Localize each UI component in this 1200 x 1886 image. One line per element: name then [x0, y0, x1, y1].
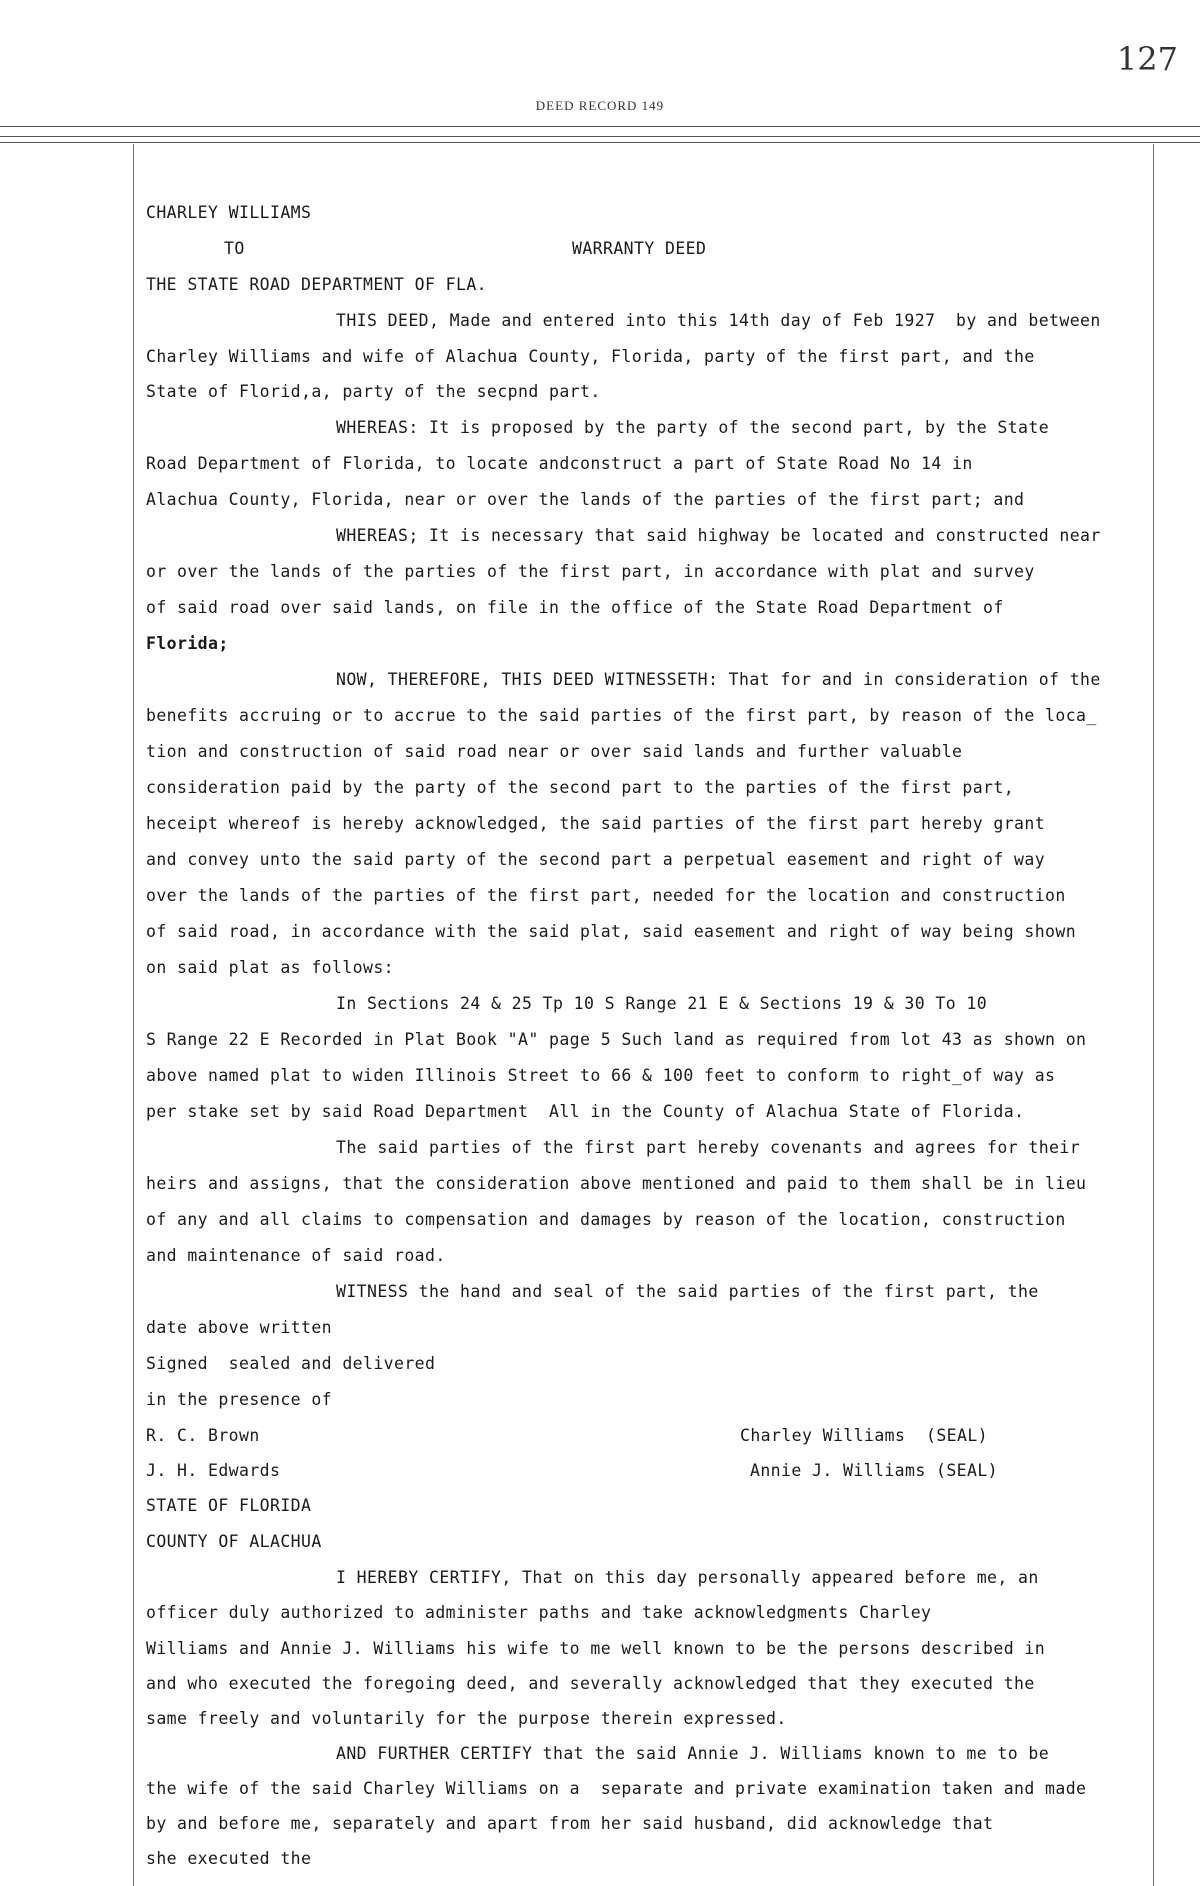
- body-line: of said road over said lands, on file in the office of the State Road Department of: [146, 598, 1004, 617]
- certificate-line: by and before me, separately and apart from her said husband, did acknowledge that: [146, 1814, 994, 1833]
- body-line: or over the lands of the parties of the first part, in accordance with plat and survey: [146, 562, 1035, 581]
- body-line: tion and construction of said road near or over said lands and further valuable: [146, 742, 963, 761]
- body-line: Florida;: [146, 634, 229, 653]
- certificate-line: same freely and voluntarily for the purpose therein expressed.: [146, 1709, 787, 1728]
- venue-county: COUNTY OF ALACHUA: [146, 1532, 322, 1551]
- body-line: S Range 22 E Recorded in Plat Book "A" page 5 Such land as required from lot 43 as shown on: [146, 1030, 1087, 1049]
- left-margin-line: [133, 144, 134, 1886]
- body-line: on said plat as follows:: [146, 958, 395, 977]
- body-line: NOW, THEREFORE, THIS DEED WITNESSETH: That for and in consideration of the: [336, 670, 1101, 689]
- header-rule-third: [0, 142, 1200, 143]
- body-line: Road Department of Florida, to locate andconstruct a part of State Road No 14 in: [146, 454, 973, 473]
- body-line: of any and all claims to compensation and damages by reason of the location, construction: [146, 1210, 1066, 1229]
- right-margin-line: [1153, 144, 1154, 1886]
- body-line: In Sections 24 & 25 Tp 10 S Range 21 E & Sections 19 & 30 To 10: [336, 994, 988, 1013]
- body-line: State of Florid,a, party of the secpnd part.: [146, 382, 601, 401]
- witness-name: J. H. Edwards: [146, 1461, 281, 1480]
- signature-line: Annie J. Williams (SEAL): [750, 1461, 999, 1480]
- certificate-line: AND FURTHER CERTIFY that the said Annie J. Williams known to me to be: [336, 1744, 1050, 1763]
- body-line: and convey unto the said party of the second part a perpetual easement and right of way: [146, 850, 1046, 869]
- body-line: date above written: [146, 1318, 333, 1337]
- body-line: per stake set by said Road Department All in the County of Alachua State of Florida.: [146, 1102, 1025, 1121]
- body-line: WITNESS the hand and seal of the said parties of the first part, the: [336, 1282, 1039, 1301]
- body-line: The said parties of the first part hereby covenants and agrees for their: [336, 1138, 1081, 1157]
- certificate-line: I HEREBY CERTIFY, That on this day personally appeared before me, an: [336, 1568, 1039, 1587]
- certificate-line: she executed the: [146, 1849, 312, 1868]
- venue-state: STATE OF FLORIDA: [146, 1496, 312, 1515]
- body-line: and maintenance of said road.: [146, 1246, 446, 1265]
- body-line: heirs and assigns, that the consideration above mentioned and paid to them shall be in lieu: [146, 1174, 1087, 1193]
- witness-name: R. C. Brown: [146, 1426, 260, 1445]
- deed-type: WARRANTY DEED: [572, 239, 707, 258]
- certificate-line: and who executed the foregoing deed, and severally acknowledged that they executed the: [146, 1674, 1035, 1693]
- body-line: over the lands of the parties of the first part, needed for the location and construction: [146, 886, 1066, 905]
- body-line: heceipt whereof is hereby acknowledged, the said parties of the first part hereby grant: [146, 814, 1046, 833]
- page-number: 127: [1116, 40, 1178, 78]
- body-line: Signed sealed and delivered: [146, 1354, 436, 1373]
- certificate-line: officer duly authorized to administer paths and take acknowledgments Charley: [146, 1603, 932, 1622]
- body-line: THIS DEED, Made and entered into this 14th day of Feb 1927 by and between: [336, 311, 1101, 330]
- certificate-line: the wife of the said Charley Williams on a separate and private examination taken and made: [146, 1779, 1087, 1798]
- body-line: above named plat to widen Illinois Street to 66 & 100 feet to conform to right_of way as: [146, 1066, 1056, 1085]
- body-line: consideration paid by the party of the second part to the parties of the first part,: [146, 778, 1015, 797]
- certificate-line: Williams and Annie J. Williams his wife to me well known to be the persons described in: [146, 1639, 1046, 1658]
- body-line: benefits accruing or to accrue to the said parties of the first part, by reason of the loca_: [146, 706, 1097, 725]
- header-rule-top: [0, 126, 1200, 127]
- body-line: WHEREAS: It is proposed by the party of the second part, by the State: [336, 418, 1050, 437]
- grantee-name: THE STATE ROAD DEPARTMENT OF FLA.: [146, 275, 488, 294]
- body-line: of said road, in accordance with the said plat, said easement and right of way being shown: [146, 922, 1077, 941]
- grantor-name: CHARLEY WILLIAMS: [146, 203, 312, 222]
- body-line: in the presence of: [146, 1390, 333, 1409]
- caption-to: TO: [224, 239, 245, 258]
- signature-line: Charley Williams (SEAL): [740, 1426, 989, 1445]
- running-head: DEED RECORD 149: [535, 98, 665, 113]
- body-line: Charley Williams and wife of Alachua County, Florida, party of the first part, and the: [146, 347, 1035, 366]
- body-line: Alachua County, Florida, near or over the lands of the parties of the first part; and: [146, 490, 1025, 509]
- header-rule-bottom: [0, 136, 1200, 137]
- body-line: WHEREAS; It is necessary that said highway be located and constructed near: [336, 526, 1101, 545]
